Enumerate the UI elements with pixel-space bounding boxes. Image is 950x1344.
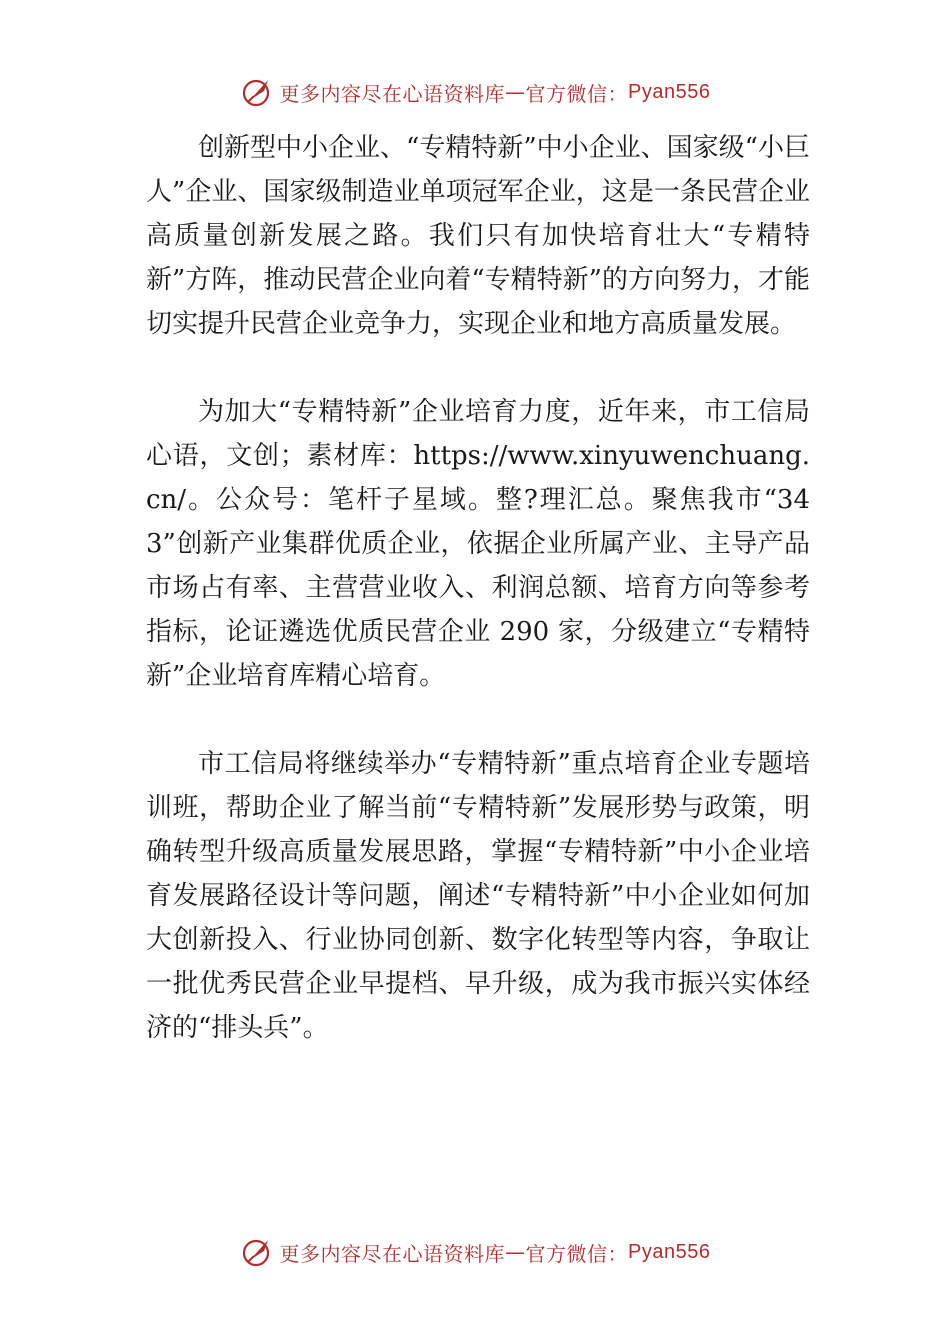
banner-brand-text: 更多内容尽在心语资料库 — [279, 1241, 506, 1266]
footer-banner — [0, 1232, 950, 1272]
paragraph-1: 创新型中小企业、“专精特新”中小企业、国家级“小巨人”企业、国家级制造业单项冠军企业，这是一条民营企业高质量创新发展之路。我们只有加快培育壮大“专精特新”方阵，推动民营企业向着“专精特新”的方向努力，才能切实提升民营企业竞争力，实现企业和地方高质量发展。 — [146, 133, 810, 339]
quill-circle-logo-icon — [240, 75, 274, 109]
paragraph-2: 为加大“专精特新”企业培育力度，近年来，市工信局心语，文创；素材库：https://www.xinyuwenchuang.cn/。公众号：笔杆子星域。整?理汇总。聚焦我市“343”创新产业集群优质企业，依据企业所属产业、主导产品市场占有率、主营营业收入、利润总额、培育方向等参考指标，论证遴选优质民营企业 290 家，分级建立“专精特新”企业培育库精心培育。 — [146, 397, 810, 691]
banner-brand-text: 更多内容尽在心语资料库 — [279, 81, 506, 106]
quill-circle-logo-icon — [240, 1235, 274, 1269]
banner-wechat-id: Pyan556 — [628, 1240, 711, 1263]
banner-separator: — — [505, 1240, 526, 1264]
banner-wechat-label: 官方微信： — [525, 81, 629, 106]
banner-wechat-label: 官方微信： — [525, 1241, 629, 1266]
banner-separator: — — [505, 80, 526, 104]
document-body — [146, 126, 810, 1050]
banner-wechat-id: Pyan556 — [628, 80, 711, 103]
paragraph-3: 市工信局将继续举办“专精特新”重点培育企业专题培训班，帮助企业了解当前“专精特新”发展形势与政策，明确转型升级高质量发展思路，掌握“专精特新”中小企业培育发展路径设计等问题，阐述“专精特新”中小企业如何加大创新投入、行业协同创新、数字化转型等内容，争取让一批优秀民营企业早提档、早升级，成为我市振兴实体经济的“排头兵”。 — [146, 749, 810, 1043]
header-banner — [0, 72, 950, 112]
